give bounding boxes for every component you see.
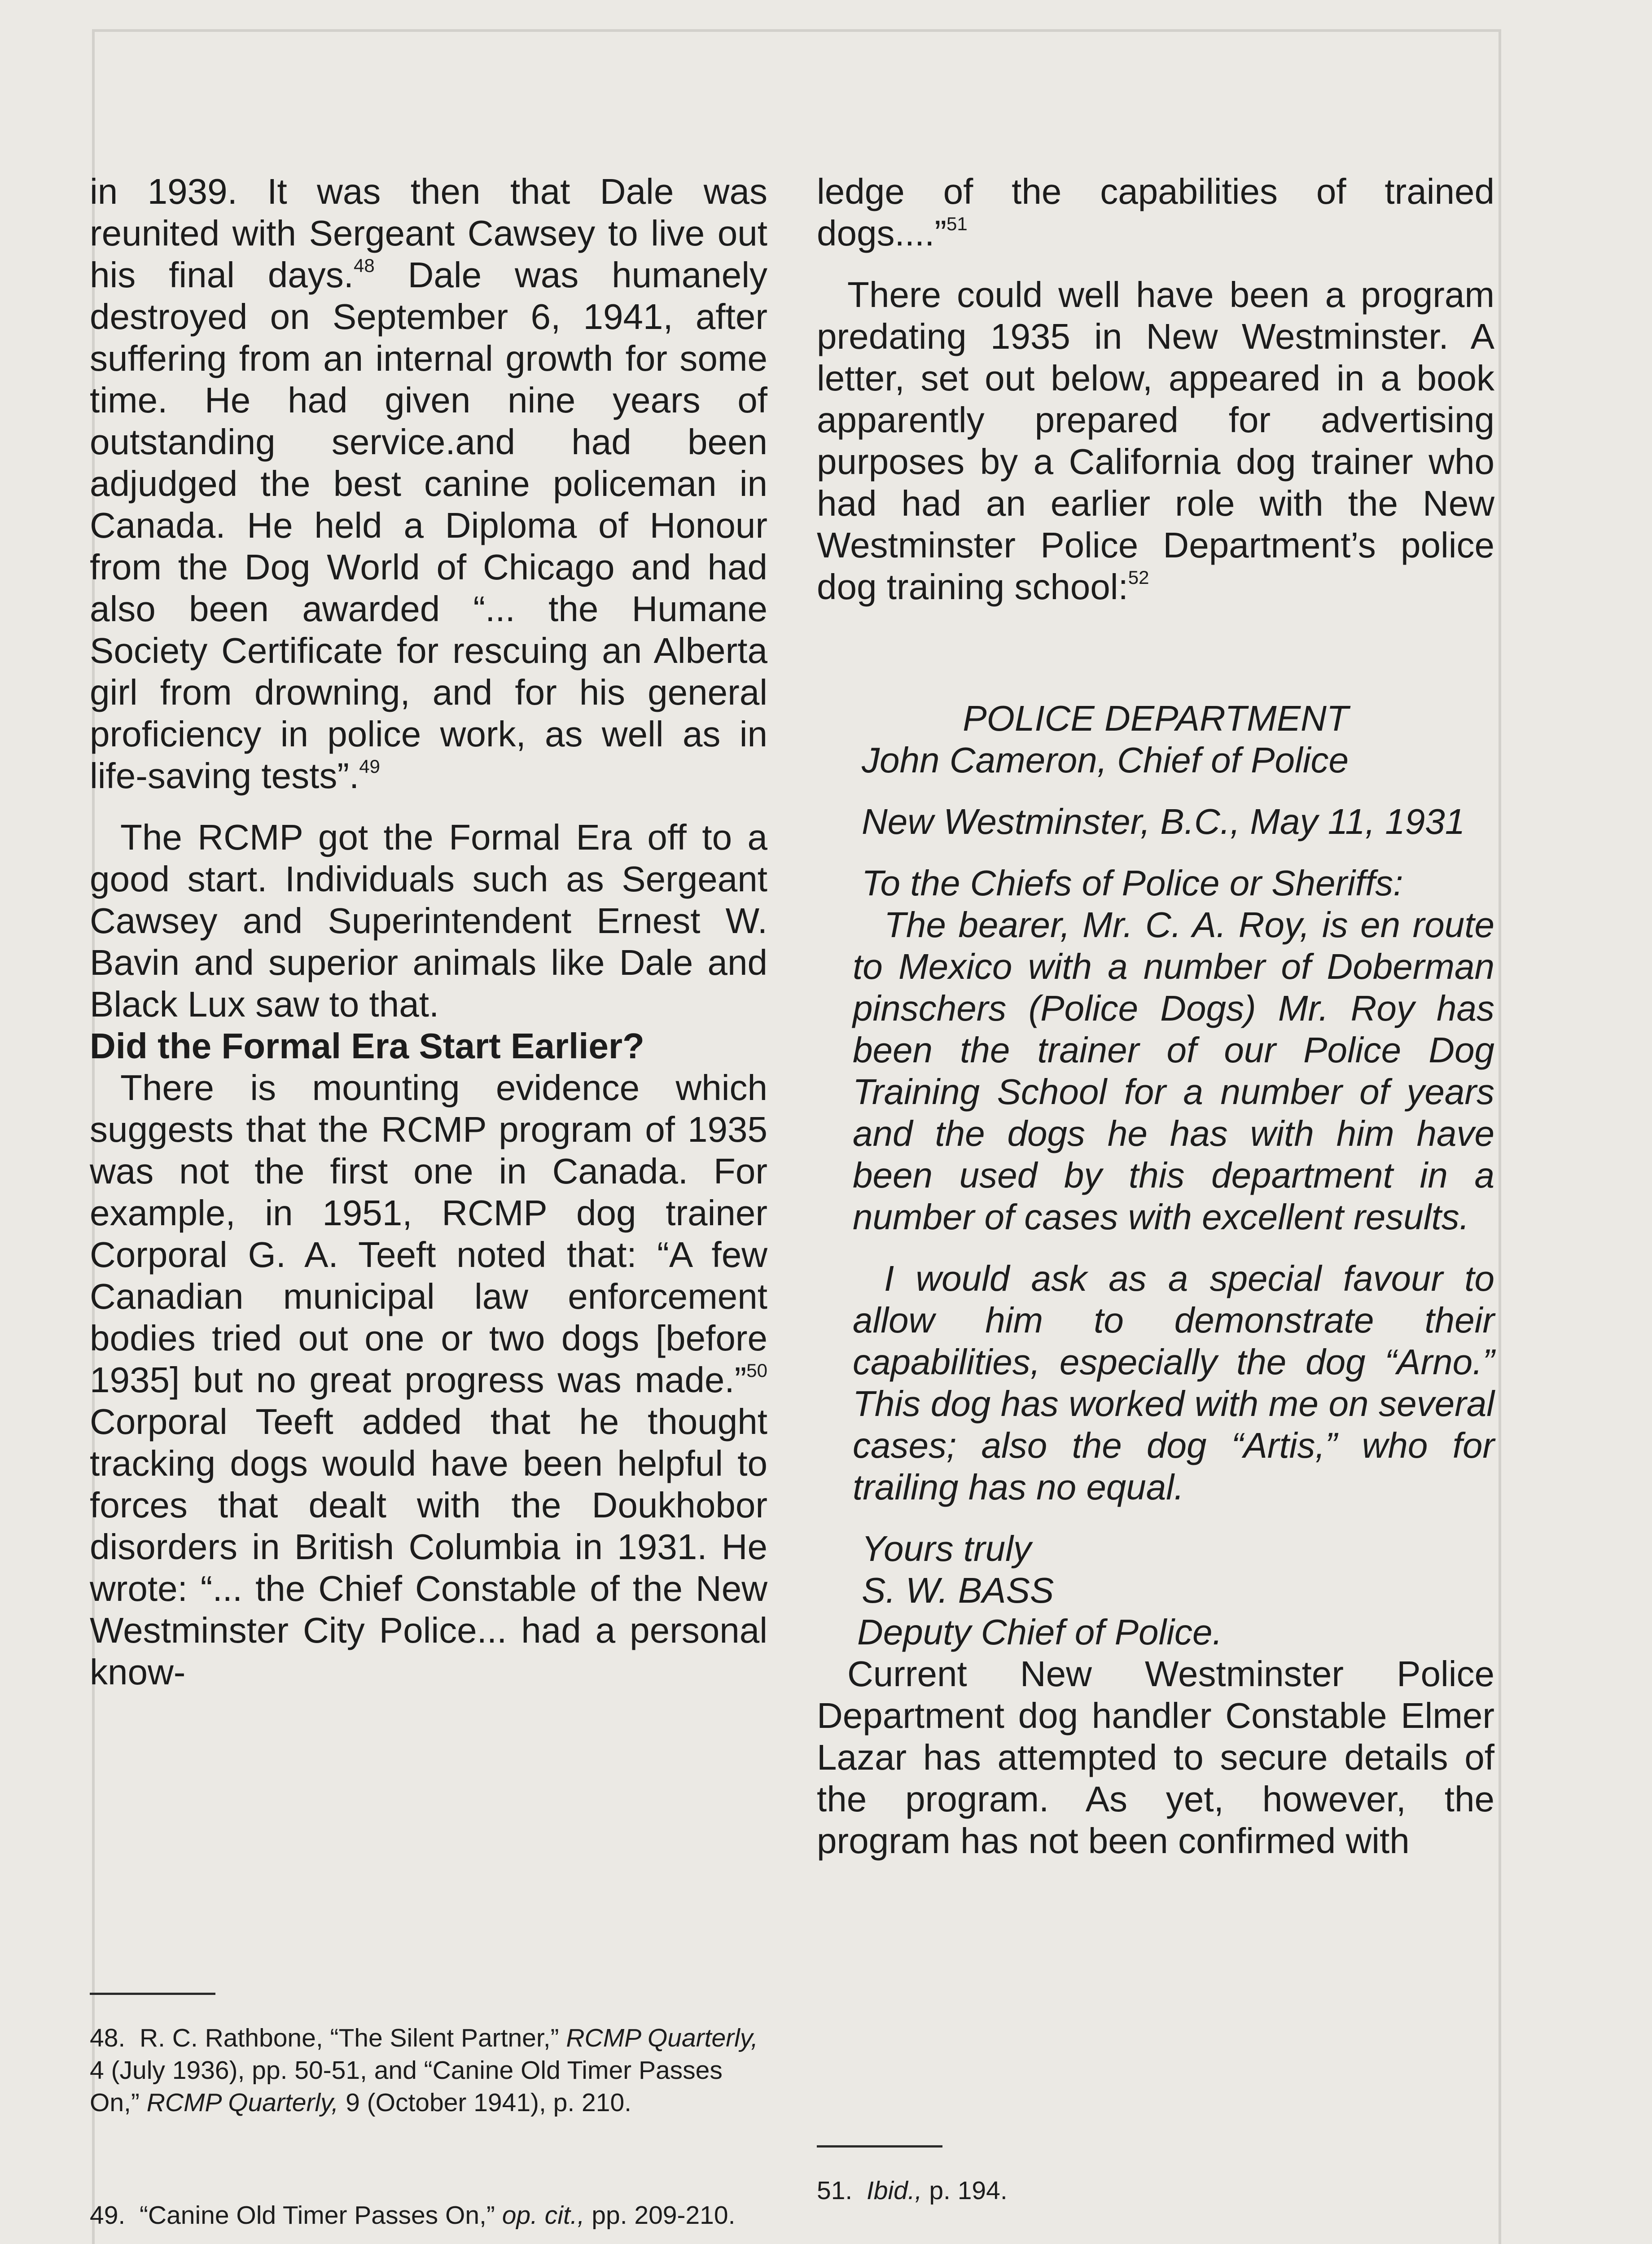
footnote-ref: 51 xyxy=(947,213,968,234)
footnote-51: 51. Ibid., p. 194. xyxy=(817,2176,1008,2205)
right-column xyxy=(817,171,1494,1862)
letter-signer: S. W. BASS xyxy=(862,1570,1054,1610)
paragraph: Current New Westminster Police Department dog handler Constable Elmer Lazar has attempted to secure details of the program. As yet, however, the program has not been confirmed with xyxy=(817,1654,1494,1861)
letter-body: The bearer, Mr. C. A. Roy, is en route to Mexico with a number of Doberman pinschers (Police Dogs) Mr. Roy has been the trainer of our Police Dog Training School for a number of years and the dogs he has with him have been used by this department in a number of cases with excellent results. xyxy=(853,905,1494,1237)
letter-body: I would ask as a special favour to allow him to demonstrate their capabilities, especially the dog “Arno.” This dog has worked with me on several cases; also the dog “Artis,” who for trailing has no equal. xyxy=(853,1258,1494,1507)
letter-department: POLICE DEPARTMENT xyxy=(963,698,1349,738)
letter-place-date: New Westminster, B.C., May 11, 1931 xyxy=(862,802,1465,842)
footnote-ref: 52 xyxy=(1128,567,1149,588)
footnote-ref: 48 xyxy=(353,255,375,276)
footnote-48: 48. R. C. Rathbone, “The Silent Partner,” RCMP Quarterly, 4 (July 1936), pp. 50-51, and “Canine Old Timer Passes On,” RCMP Quarterly, 9 (October 1941), p. 210. xyxy=(90,2024,758,2117)
letter-signer-title: Deputy Chief of Police. xyxy=(857,1612,1223,1652)
letter-closing: Yours truly xyxy=(862,1529,1031,1569)
paragraph: There is mounting evidence which suggests that the RCMP program of 1935 was not the first one in Canada. For example, in 1951, RCMP dog trainer Corporal G. A. Teeft noted that: “A few Canadian municipal law enforcement bodies tried out one or two dogs [before 1935] but no great progress was made.”$^{50}$ Corporal Teeft added that he thought tracking dogs would have been helpful to forces that dealt with the Doukhobor disorders in British Columbia in 1931. He wrote: “... the Chief Constable of the New Westminster City Police... had a personal know- xyxy=(90,1068,767,1692)
footnote-ref: 50 xyxy=(746,1360,767,1381)
letter-chief: John Cameron, Chief of Police xyxy=(862,740,1349,780)
footnote-rule xyxy=(817,2145,942,2148)
footnote-49: 49. “Canine Old Timer Passes On,” op. cit., pp. 209-210. xyxy=(90,2201,736,2230)
quoted-letter xyxy=(817,697,1494,1653)
paragraph: The RCMP got the Formal Era off to a good start. Individuals such as Sergeant Cawsey and Superintendent Ernest W. Bavin and superior animals like Dale and Black Lux saw to that. xyxy=(90,817,767,1024)
footnote-rule xyxy=(90,1993,215,1995)
paragraph: in 1939. It was then that Dale was reunited with Sergeant Cawsey to live out his final days.$^{48}$ Dale was humanely destroyed on September 6, 1941, after suffering from an internal growth for some time. He had given nine years of outstanding service.and had been adjudged the best canine policeman in Canada. He held a Diploma of Honour from the Dog World of Chicago and had also been awarded “... the Humane Society Certificate for rescuing an Alberta girl from drowning, and for his general proficiency in police work, as well as in life-saving tests”.$^{49}$ xyxy=(90,171,767,796)
letter-salutation: To the Chiefs of Police or Sheriffs: xyxy=(862,863,1403,903)
paragraph: ledge of the capabilities of trained dogs....”$^{51}$ xyxy=(817,171,1494,253)
paragraph: There could well have been a program predating 1935 in New Westminster. A letter, set out below, appeared in a book apparently prepared for advertising purposes by a California dog trainer who had had an earlier role with the New Westminster Police Department’s police dog training school:$^{52}$ xyxy=(817,275,1494,607)
footnote-ref: 49 xyxy=(359,756,380,777)
section-heading: Did the Formal Era Start Earlier? xyxy=(90,1026,644,1066)
left-column xyxy=(90,171,767,1693)
